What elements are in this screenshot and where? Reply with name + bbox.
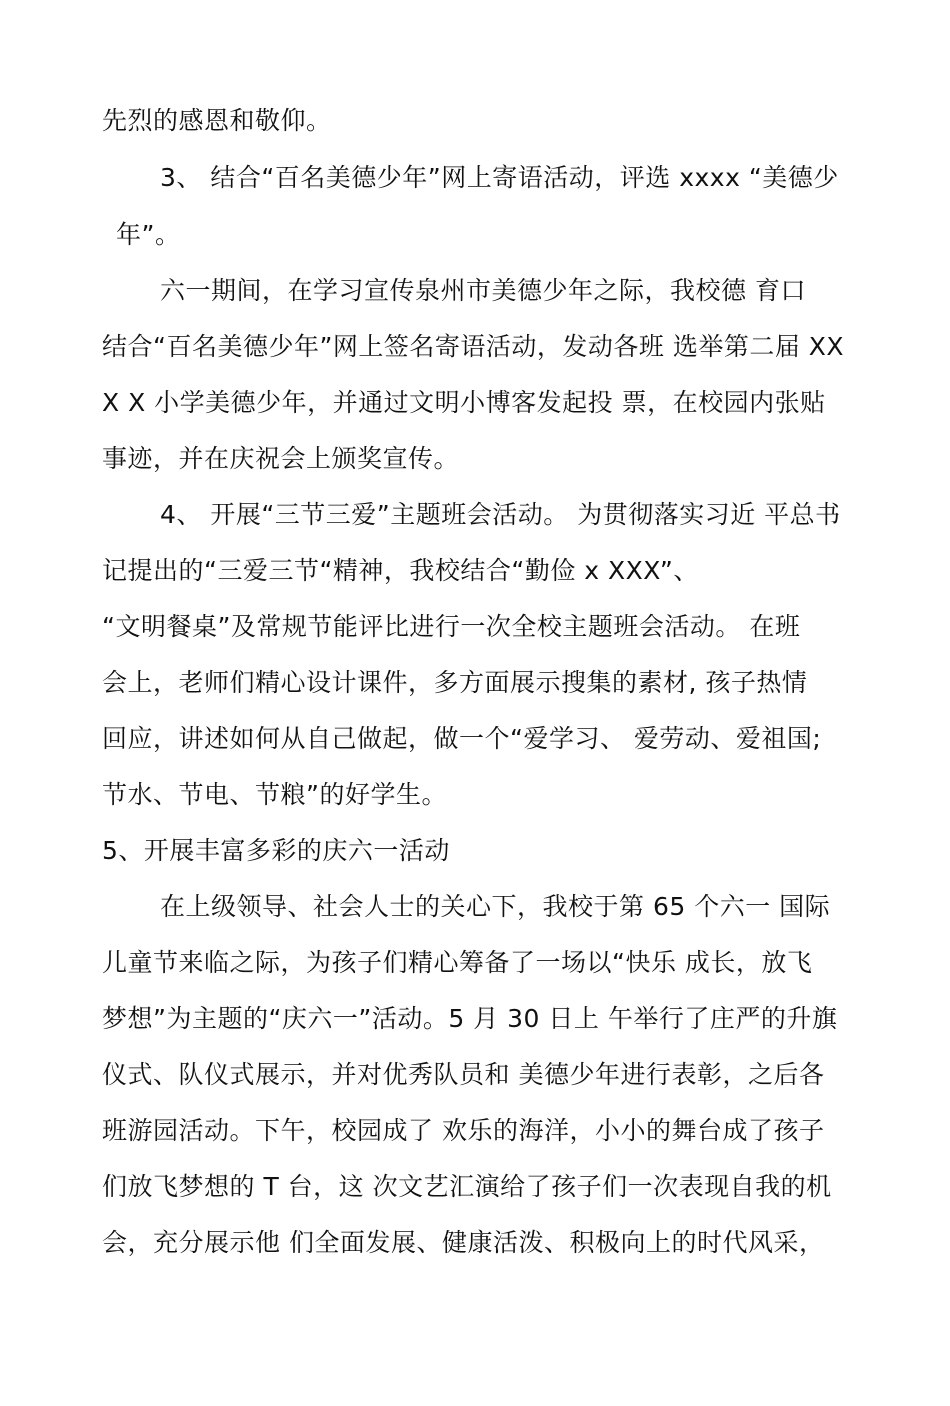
text-line: 回应，讲述如何从自己做起，做一个“爱学习、 爱劳动、爱祖国;	[102, 724, 822, 753]
text-line: 六一期间，在学习宣传泉州市美德少年之际，我校德 育口	[160, 276, 806, 305]
text-line: 节水、节电、节粮”的好学生。	[102, 780, 447, 809]
text-line: 会，充分展示他 们全面发展、健康活泼、积极向上的时代风采，	[102, 1228, 825, 1257]
text-line: X X 小学美德少年，并通过文明小博客发起投 票，在校园内张贴	[102, 388, 826, 417]
text-line: 在上级领导、社会人士的关心下，我校于第 65 个六一 国际	[160, 892, 831, 921]
text-line: 事迹，并在庆祝会上颁奖宣传。	[102, 444, 460, 473]
text-line: 先烈的感恩和敬仰。	[102, 106, 332, 135]
text-line: 仪式、队仪式展示，并对优秀队员和 美德少年进行表彰，之后各	[102, 1060, 825, 1089]
text-line: 结合“百名美德少年”网上签名寄语活动，发动各班 选举第二届 XX	[102, 332, 845, 361]
text-line: 会上，老师们精心设计课件，多方面展示搜集的素材, 孩子热情	[102, 668, 808, 697]
text-line: 4、 开展“三节三爱”主题班会活动。 为贯彻落实习近 平总书	[160, 500, 841, 529]
text-line: 记提出的“三爱三节“精神，我校结合“勤俭 x XXX”、	[102, 556, 699, 585]
text-line: 年”。	[116, 220, 181, 249]
section-heading: 5、开展丰富多彩的庆六一活动	[102, 836, 450, 865]
text-line: 梦想”为主题的“庆六一”活动。5 月 30 日上 午举行了庄严的升旗	[102, 1004, 838, 1033]
text-line: 3、 结合“百名美德少年”网上寄语活动，评选 xxxx “美德少	[160, 163, 839, 192]
text-line: 们放飞梦想的 T 台，这 次文艺汇演给了孩子们一次表现自我的机	[102, 1172, 832, 1201]
text-line: 儿童节来临之际，为孩子们精心筹备了一场以“快乐 成长，放飞	[102, 948, 813, 977]
text-line: 班游园活动。下午，校园成了 欢乐的海洋，小小的舞台成了孩子	[102, 1116, 825, 1145]
text-line: “文明餐桌”及常规节能评比进行一次全校主题班会活动。 在班	[102, 612, 801, 641]
